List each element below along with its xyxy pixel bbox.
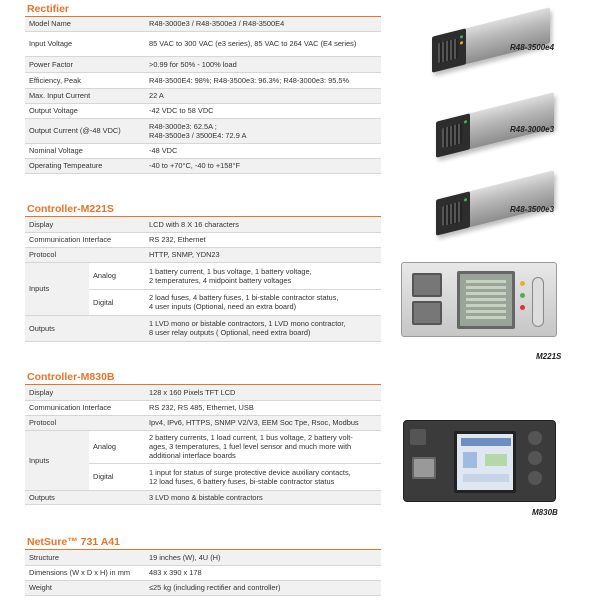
spec-key: Dimensions (W x D x H) in mm xyxy=(25,565,143,580)
spec-key: Output Current (@-48 VDC) xyxy=(25,118,143,143)
led-icon xyxy=(460,35,463,39)
logo-icon xyxy=(410,429,426,445)
m221-title: Controller-M221S xyxy=(27,203,114,215)
spec-value: RS 232, Ethernet xyxy=(143,232,381,247)
spec-key: Input Voltage xyxy=(25,31,143,56)
controller-m221s-image xyxy=(401,262,557,337)
spec-value: LCD with 8 X 16 characters xyxy=(143,217,381,232)
ethernet-port-icon xyxy=(412,457,436,479)
spec-key: Protocol xyxy=(25,247,143,262)
spec-value: 128 x 160 Pixels TFT LCD xyxy=(143,385,381,400)
spec-subkey: Analog xyxy=(89,262,143,289)
spec-value: 85 VAC to 300 VAC (e3 series), 85 VAC to 264 VAC (E4 series) xyxy=(143,31,381,56)
spec-value-line: 2 load fuses, 4 battery fuses, 1 bi-stable contractor status, xyxy=(149,293,339,302)
spec-value: Ipv4, IPv6, HTTPS, SNMP V2/V3, EEM Soc Tpe, Rsoc, Modbus xyxy=(143,415,381,430)
spec-value-line: ages, 3 temperatures, 1 fuel level sensor and much more with xyxy=(149,442,352,451)
table-row xyxy=(25,103,381,118)
rectifier-title: Rectifier xyxy=(27,3,70,15)
lcd-header xyxy=(461,438,511,446)
lcd-screen-icon xyxy=(457,271,515,329)
spec-value: 483 x 390 x 178 xyxy=(143,565,381,580)
led-icon xyxy=(464,198,467,202)
spec-value-line: 1 battery current, 1 bus voltage, 1 battery voltage, xyxy=(149,266,312,276)
spec-value xyxy=(143,315,381,341)
table-row xyxy=(25,72,381,88)
table-row xyxy=(25,490,381,504)
spec-key: Inputs xyxy=(25,262,89,315)
ethernet-port-icon xyxy=(412,273,442,297)
rectifier-table xyxy=(25,17,381,174)
spec-value-line: 1 input for status of surge protective device auxiliary contacts, xyxy=(149,467,351,477)
table-row xyxy=(25,56,381,72)
button-column-icon xyxy=(532,277,544,327)
spec-value-line: 12 load fuses, 6 battery fuses, bi-stable contractor status xyxy=(149,476,335,486)
table-row xyxy=(25,247,381,262)
keypad-button-icon xyxy=(528,451,542,465)
led-icon xyxy=(520,293,525,298)
table-row xyxy=(25,232,381,247)
spec-key: Model Name xyxy=(25,17,143,31)
rectifier-r3500e4-image xyxy=(432,7,550,72)
spec-value-line: 8 user relay outputs ( Optional, need extra board) xyxy=(149,328,311,337)
fan-icon xyxy=(442,123,462,148)
spec-value: 3 LVD mono & bistable contractors xyxy=(143,490,381,504)
spec-value xyxy=(143,463,381,490)
spec-key: Protocol xyxy=(25,415,143,430)
lcd-screen-icon xyxy=(454,431,516,493)
rectifier-face xyxy=(436,191,470,235)
spec-subkey: Analog xyxy=(89,430,143,463)
spec-key: Power Factor xyxy=(25,56,143,72)
m830-title: Controller-M830B xyxy=(27,371,115,383)
spec-value-line: 4 user inputs (Optional, need an extra board) xyxy=(149,302,297,311)
spec-key: Communication Interface xyxy=(25,232,143,247)
spec-key: Display xyxy=(25,217,143,232)
rectifier-r3500e3-image xyxy=(436,170,554,235)
spec-key: Max. Input Current xyxy=(25,88,143,103)
fan-icon xyxy=(438,38,458,63)
keypad-button-icon xyxy=(528,431,542,445)
keypad-button-icon xyxy=(528,471,542,485)
table-row xyxy=(25,118,381,143)
spec-value: 19 inches (W), 4U (H) xyxy=(143,550,381,565)
spec-value xyxy=(143,118,381,143)
product-label-m830b: M830B xyxy=(532,508,558,517)
lcd-block xyxy=(463,452,477,468)
spec-key: Outputs xyxy=(25,315,143,341)
lcd-block xyxy=(463,474,509,482)
spec-value-line: 2 battery currents, 1 load current, 1 bus voltage, 2 battery volt- xyxy=(149,433,353,442)
table-row xyxy=(25,430,381,463)
product-label-r3500e4: R48-3500e4 xyxy=(510,43,555,52)
led-icon xyxy=(464,120,467,124)
spec-value: RS 232, RS 485, Ethernet, USB xyxy=(143,400,381,415)
ethernet-port-icon xyxy=(412,301,442,325)
led-icon xyxy=(520,281,525,286)
spec-value: R48-3500E4: 98%; R48-3500e3: 96.3%; R48-3000e3: 95.5% xyxy=(143,72,381,88)
spec-value xyxy=(143,289,381,315)
spec-value-line: 1 LVD mono or bistable contractors, 1 LVD mono contractor, xyxy=(149,319,346,328)
spec-value-line: 2 temperatures, 4 midpoint battery voltages xyxy=(149,275,292,285)
netsure-title: NetSure™ 731 A41 xyxy=(27,536,120,548)
spec-key: Inputs xyxy=(25,430,89,490)
led-icon xyxy=(460,41,463,45)
spec-key: Output Voltage xyxy=(25,103,143,118)
led-icon xyxy=(520,305,525,310)
product-label-r3000e3: R48-3000e3 xyxy=(510,125,555,134)
m221-table xyxy=(25,217,381,342)
table-row xyxy=(25,262,381,289)
spec-subkey: Digital xyxy=(89,463,143,490)
table-row xyxy=(25,400,381,415)
netsure-table xyxy=(25,550,381,596)
spec-key: Weight xyxy=(25,580,143,595)
table-row xyxy=(25,565,381,580)
spec-value xyxy=(143,430,381,463)
spec-value: 22 A xyxy=(143,88,381,103)
table-row xyxy=(25,88,381,103)
spec-value: -48 VDC xyxy=(143,143,381,158)
table-row xyxy=(25,385,381,400)
table-row xyxy=(25,158,381,173)
controller-m830b-image xyxy=(403,420,556,502)
table-row xyxy=(25,143,381,158)
spec-value: -40 to +70°C, -40 to +158°F xyxy=(143,158,381,173)
fan-icon xyxy=(442,201,462,226)
spec-subkey: Digital xyxy=(89,289,143,315)
spec-value: >0.99 for 50% - 100% load xyxy=(143,56,381,72)
table-row xyxy=(25,550,381,565)
spec-key: Outputs xyxy=(25,490,143,504)
table-row xyxy=(25,580,381,595)
rectifier-face xyxy=(432,28,466,72)
spec-key: Structure xyxy=(25,550,143,565)
spec-value: ≤25 kg (including rectifier and controller) xyxy=(143,580,381,595)
lcd-block xyxy=(485,454,507,466)
spec-value-line: additional interface boards xyxy=(149,451,236,460)
spec-key: Communication Interface xyxy=(25,400,143,415)
spec-value-line: R48-3500e3 / 3500E4: 72.9 A xyxy=(149,130,247,140)
spec-value xyxy=(143,262,381,289)
table-row xyxy=(25,315,381,341)
lcd-content xyxy=(466,280,506,320)
spec-key: Display xyxy=(25,385,143,400)
table-row xyxy=(25,217,381,232)
product-label-r3500e3: R48-3500e3 xyxy=(510,205,555,214)
spec-key: Efficiency, Peak xyxy=(25,72,143,88)
spec-value-line: R48-3000e3: 62.5A ; xyxy=(149,121,217,131)
spec-key: Nominal Voltage xyxy=(25,143,143,158)
spec-value: R48-3000e3 / R48-3500e3 / R48-3500E4 xyxy=(143,17,381,31)
spec-key: Operating Tempeature xyxy=(25,158,143,173)
m830-table xyxy=(25,385,381,505)
table-row xyxy=(25,31,381,56)
rectifier-face xyxy=(436,113,470,157)
spec-value: HTTP, SNMP, YDN23 xyxy=(143,247,381,262)
table-row xyxy=(25,17,381,31)
product-label-m221s: M221S xyxy=(536,352,562,361)
spec-value: -42 VDC to 58 VDC xyxy=(143,103,381,118)
table-row xyxy=(25,415,381,430)
